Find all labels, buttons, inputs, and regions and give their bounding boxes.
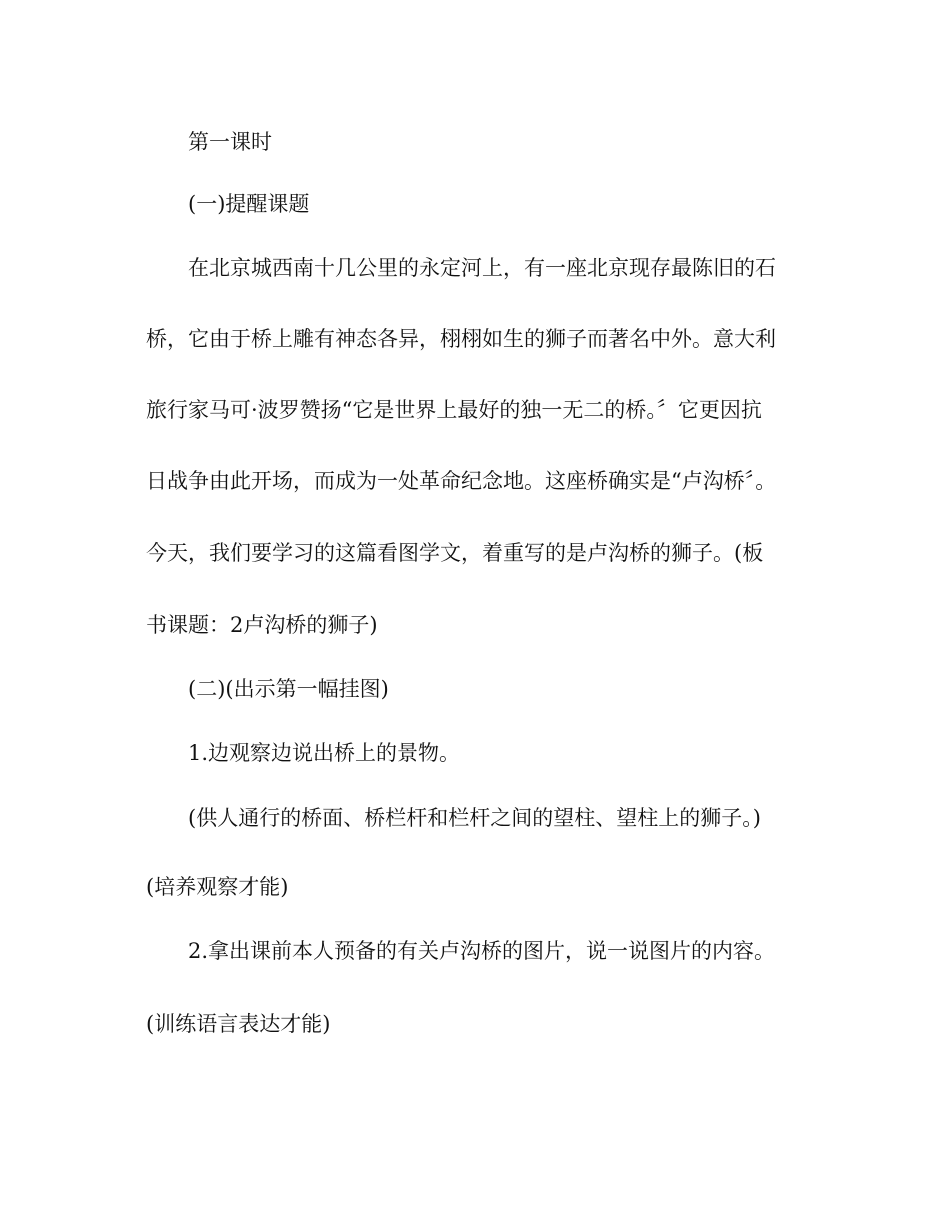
paragraph-line: 书课题：2卢沟桥的狮子) [146, 613, 378, 637]
section-title-1: (一)提醒课题 [188, 192, 310, 216]
paragraph-line: 桥，它由于桥上雕有神态各异，栩栩如生的狮子而著名中外。意大利 [146, 327, 776, 351]
paragraph-line: 今天，我们要学习的这篇看图学文，着重写的是卢沟桥的狮子。(板 [146, 541, 764, 565]
list-item-2-note: (训练语言表达才能) [146, 1012, 331, 1036]
section-title-2: (二)(出示第一幅挂图) [188, 677, 389, 701]
paragraph-line: 在北京城西南十几公里的永定河上，有一座北京现存最陈旧的石 [188, 256, 776, 280]
list-item-1-note: (培养观察才能) [146, 875, 289, 899]
list-item-1-answer: (供人通行的桥面、桥栏杆和栏杆之间的望柱、望柱上的狮子。) [188, 806, 761, 830]
paragraph-line: 日战争由此开场，而成为一处革命纪念地。这座桥确实是“卢沟桥〞。 [146, 469, 777, 493]
list-item-1: 1.边观察边说出桥上的景物。 [188, 741, 461, 765]
lesson-heading: 第一课时 [188, 130, 272, 154]
paragraph-line: 旅行家马可·波罗赞扬“它是世界上最好的独一无二的桥。〞它更因抗 [146, 398, 762, 422]
list-item-2: 2.拿出课前本人预备的有关卢沟桥的图片，说一说图片的内容。 [188, 939, 776, 963]
